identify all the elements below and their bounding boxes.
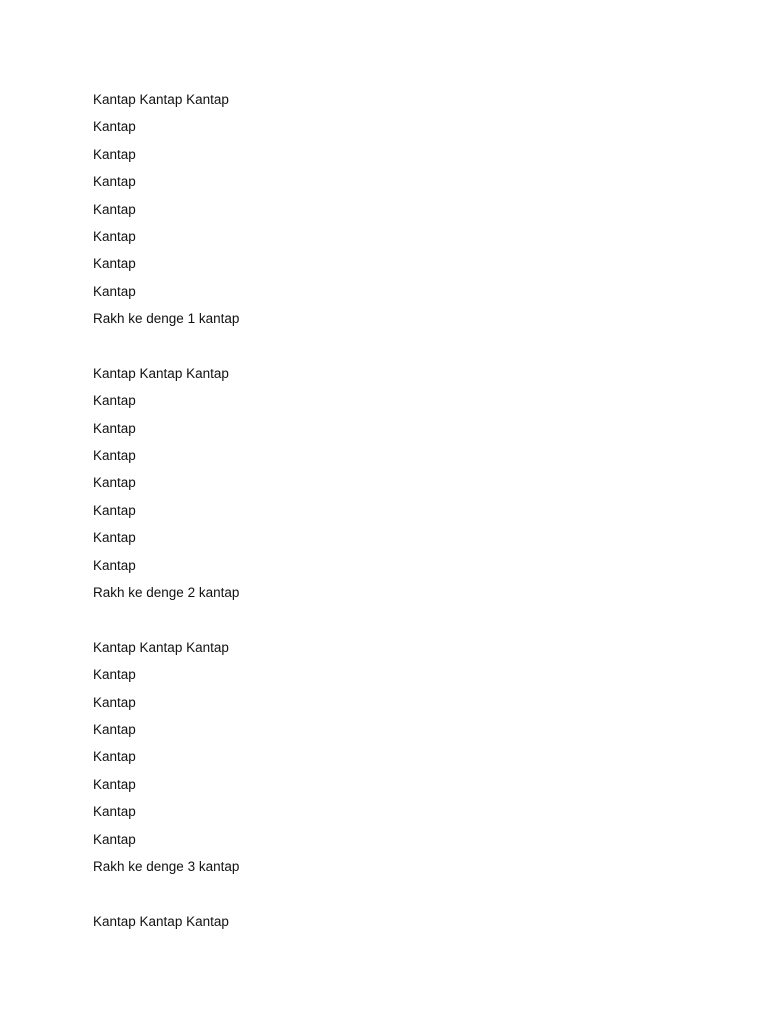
text-line: Rakh ke denge 2 kantap — [93, 585, 240, 601]
text-line: Kantap Kantap Kantap — [93, 913, 229, 929]
text-line: Kantap — [93, 475, 136, 491]
text-line: Rakh ke denge 3 kantap — [93, 858, 240, 874]
text-line: Kantap — [93, 721, 136, 737]
stanza-2 — [93, 360, 693, 607]
text-line: Kantap — [93, 749, 136, 765]
text-line: Kantap — [93, 146, 136, 162]
document-body — [93, 86, 693, 935]
text-line: Kantap — [93, 420, 136, 436]
text-line: Kantap — [93, 694, 136, 710]
text-line: Kantap — [93, 228, 136, 244]
text-line: Kantap — [93, 831, 136, 847]
text-line: Kantap Kantap Kantap — [93, 365, 229, 381]
text-line: Kantap Kantap Kantap — [93, 92, 229, 107]
text-line: Kantap — [93, 448, 136, 464]
text-line: Kantap — [93, 283, 136, 299]
text-line: Kantap — [93, 667, 136, 683]
text-line: Kantap — [93, 393, 136, 409]
stanza-1 — [93, 86, 693, 333]
stanza-3 — [93, 634, 693, 881]
text-line: Kantap — [93, 502, 136, 518]
text-line: Rakh ke denge 1 kantap — [93, 311, 240, 327]
text-line: Kantap — [93, 174, 136, 190]
text-line: Kantap — [93, 804, 136, 820]
stanza-4 — [93, 908, 693, 935]
text-line: Kantap — [93, 776, 136, 792]
text-line: Kantap — [93, 256, 136, 272]
text-line: Kantap — [93, 530, 136, 546]
text-line: Kantap — [93, 557, 136, 573]
text-line: Kantap — [93, 201, 136, 217]
text-line: Kantap Kantap Kantap — [93, 639, 229, 655]
text-line: Kantap — [93, 119, 136, 135]
